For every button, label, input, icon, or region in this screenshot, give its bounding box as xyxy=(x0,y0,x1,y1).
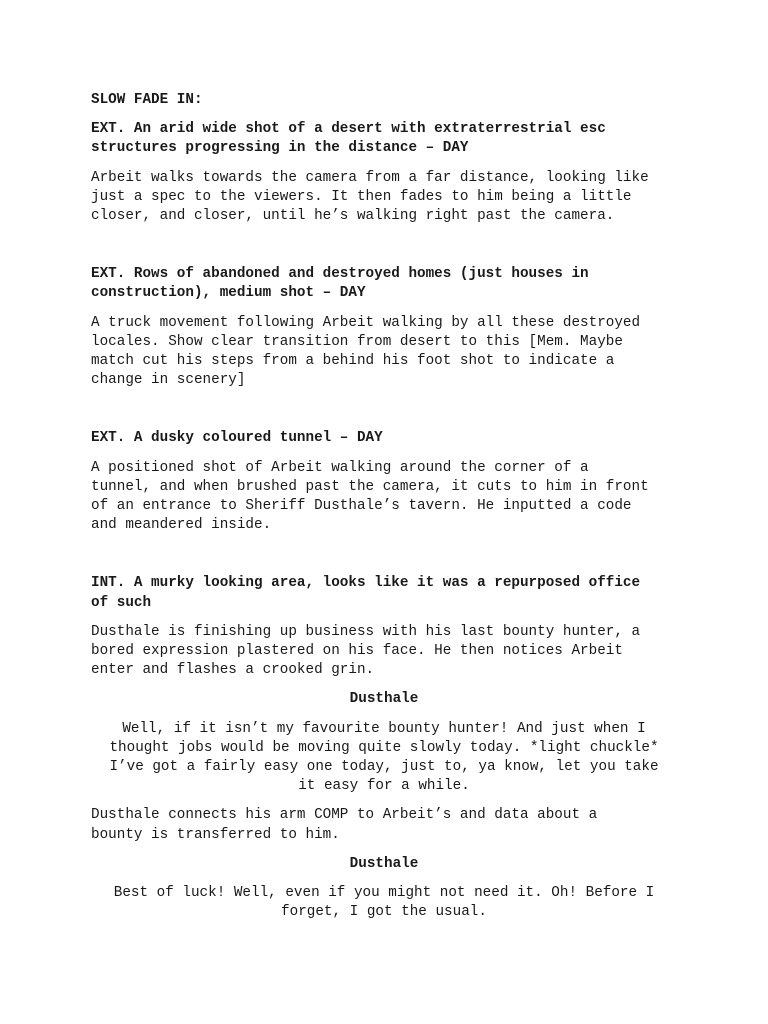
scene-heading-office: INT. A murky looking area, looks like it was a repurposed office of such xyxy=(91,575,641,611)
character-name: Dusthale xyxy=(349,855,419,872)
scene-heading-tunnel: EXT. A dusky coloured tunnel – DAY xyxy=(91,430,383,447)
scene-spacer xyxy=(91,545,691,574)
action-transfer: Dusthale connects his arm COMP to Arbeit’s and data about a bounty is transferred to him. xyxy=(91,807,598,843)
action-office: Dusthale is finishing up business with his last bounty hunter, a bored expression plastered on his face. He then notices Arbeit enter and flashes a crooked grin. xyxy=(91,623,641,679)
dialogue-block: Best of luck! Well, even if you might not need it. Oh! Before I forget, I got the usual. xyxy=(113,885,655,921)
action-desert: Arbeit walks towards the camera from a far distance, looking like just a spec to the viewers. It then fades to him being a little closer, and closer, until he’s walking right past the camera. xyxy=(91,169,649,225)
scene-spacer xyxy=(91,400,691,429)
scene-spacer xyxy=(91,236,691,265)
transition-slow-fade-in: SLOW FADE IN: xyxy=(91,92,203,108)
character-name: Dusthale xyxy=(349,691,419,708)
scene-heading-desert: EXT. An arid wide shot of a desert with extraterrestrial esc structures progressing in the distance – DAY xyxy=(91,121,606,157)
dialogue-block: Well, if it isn’t my favourite bounty hunter! And just when I thought jobs would be moving quite slowly today. *light chuckle* I’ve got a fairly easy one today, just to, ya know, let you take it easy for a while. xyxy=(109,720,659,795)
scene-heading-homes: EXT. Rows of abandoned and destroyed homes (just houses in construction), medium shot – DAY xyxy=(91,266,589,302)
action-homes: A truck movement following Arbeit walking by all these destroyed locales. Show clear transition from desert to this [Mem. Maybe match cut his steps from a behind his foot shot to indicate a change in scenery] xyxy=(91,314,641,389)
action-tunnel: A positioned shot of Arbeit walking around the corner of a tunnel, and when brushed past the camera, it cuts to him in front of an entrance to Sheriff Dusthale’s tavern. He inputted a code and meandered inside. xyxy=(91,459,649,534)
screenplay-page xyxy=(91,91,691,933)
